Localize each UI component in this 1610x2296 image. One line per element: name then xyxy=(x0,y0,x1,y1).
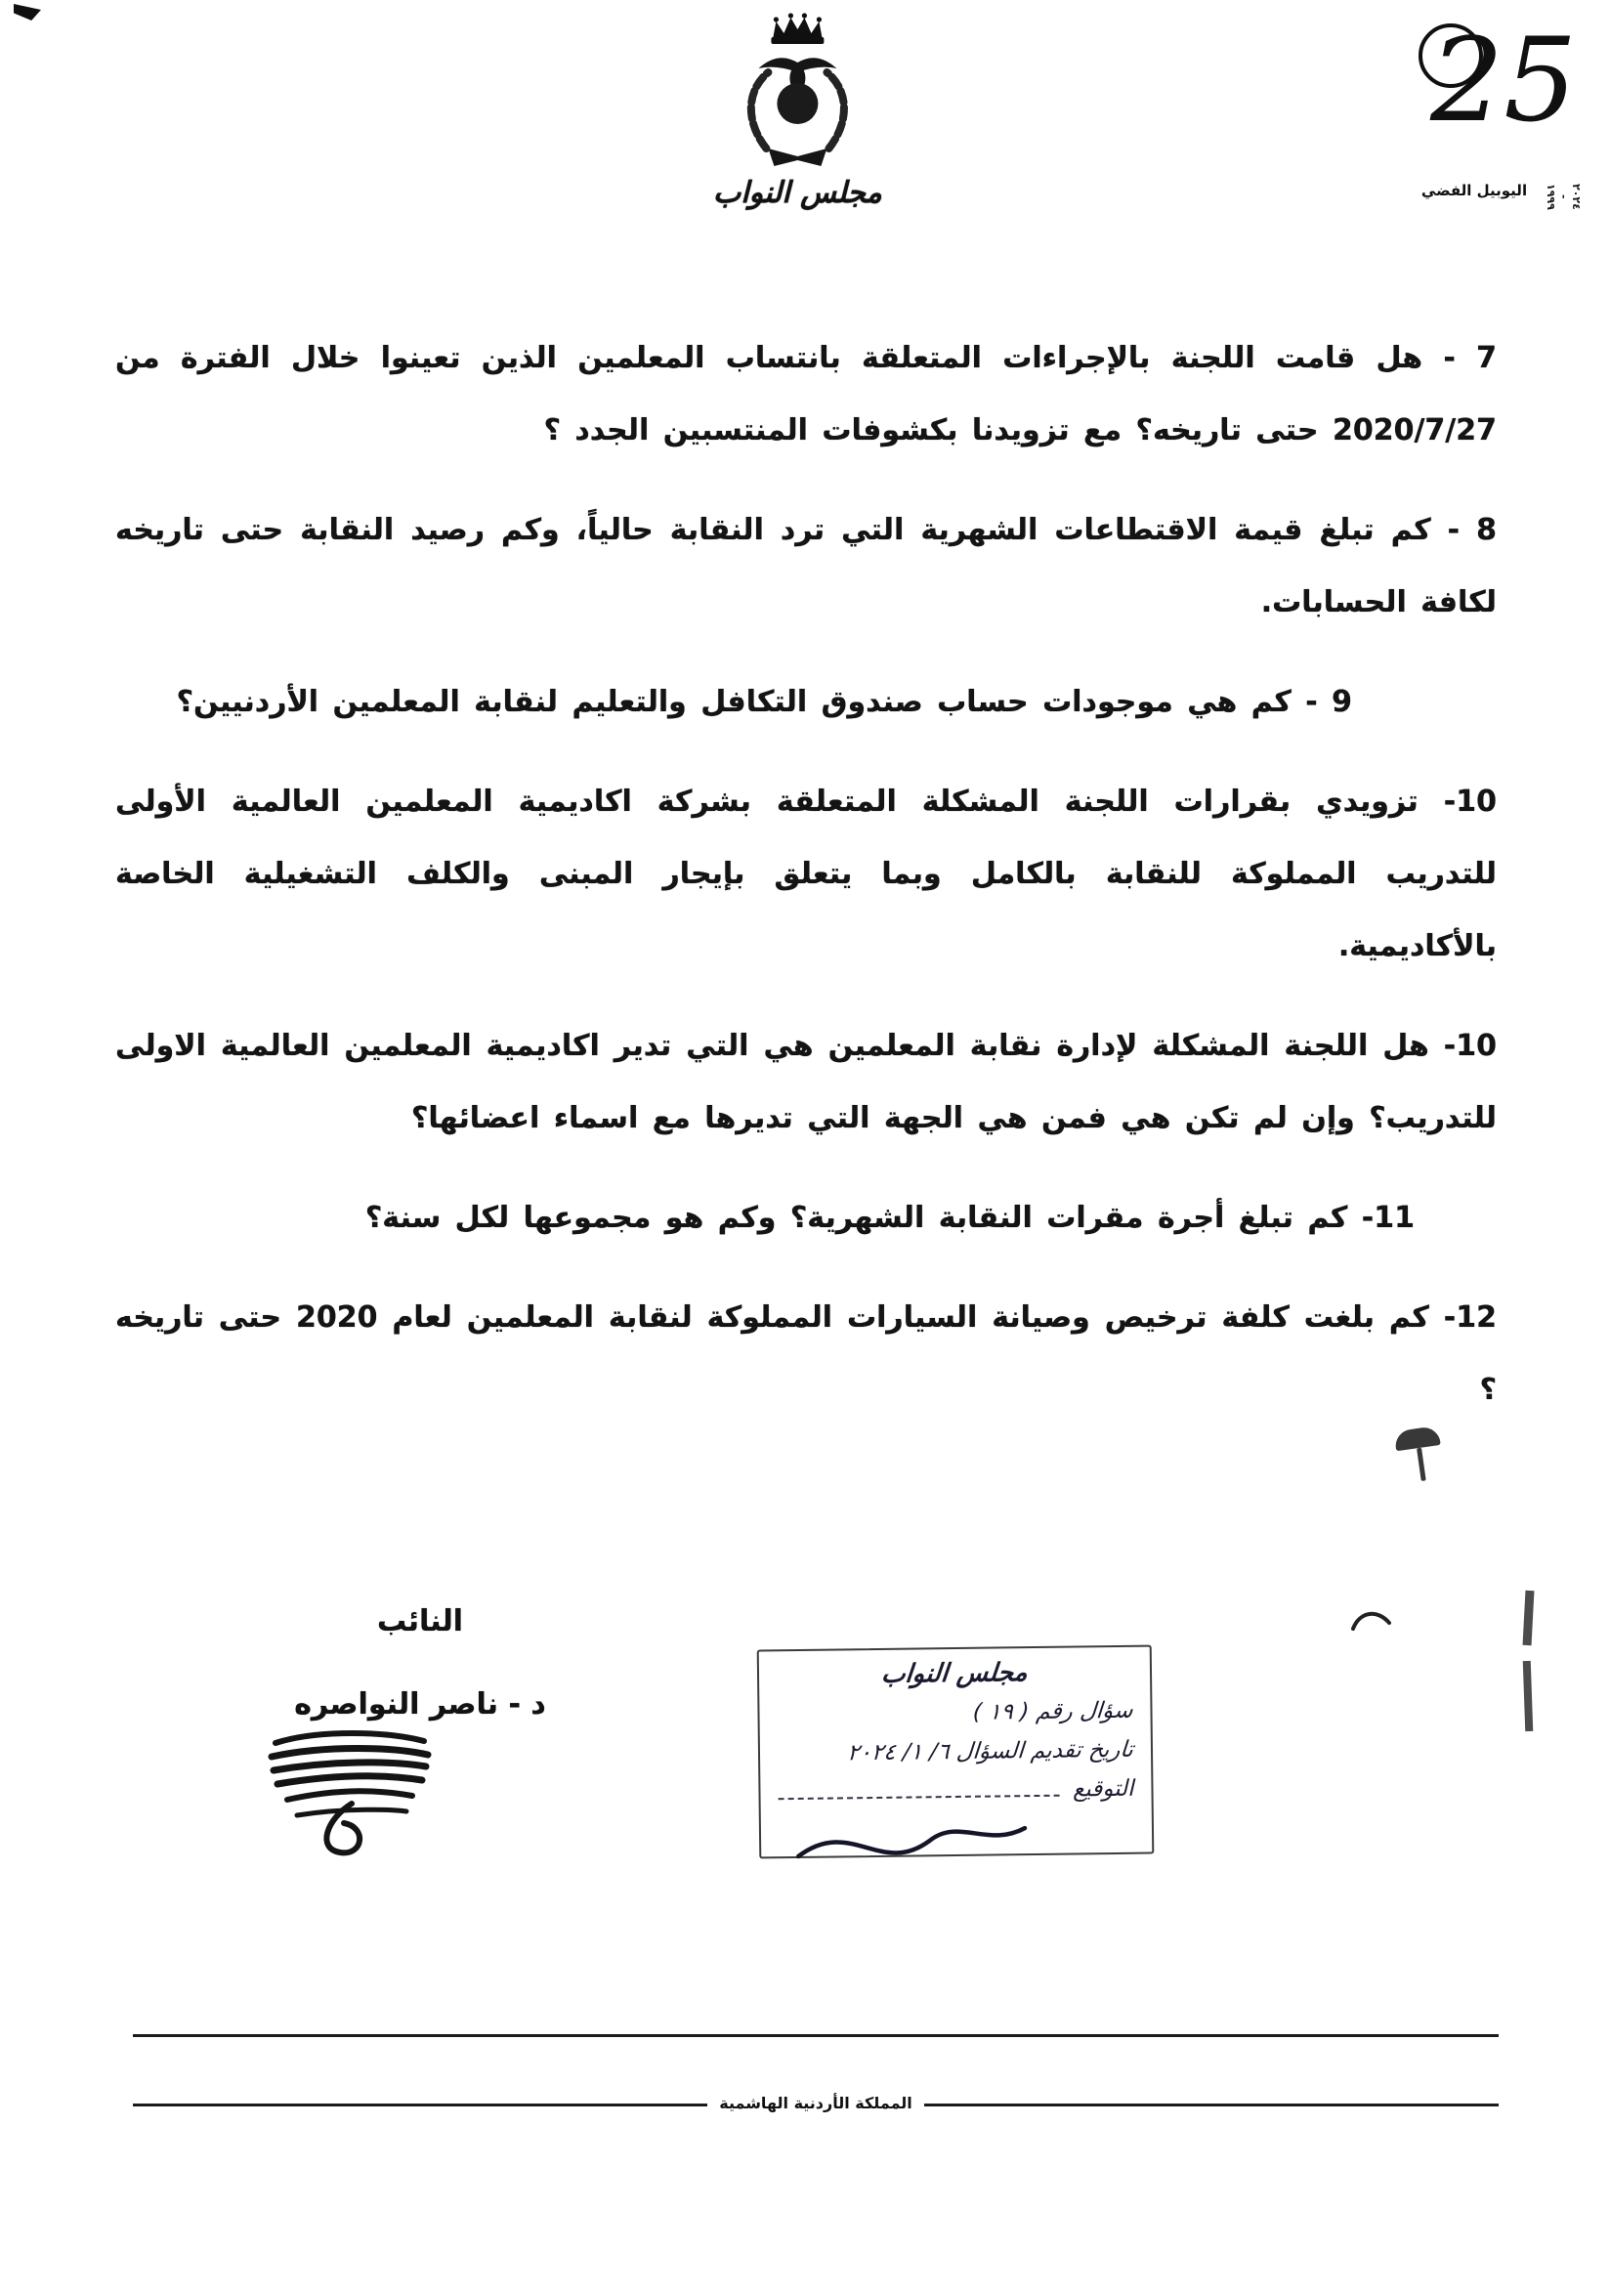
header-emblem-block xyxy=(704,12,890,210)
stamp-signature-line xyxy=(779,1795,1060,1801)
signature-block xyxy=(256,1604,584,1722)
stamp-handwritten-signature xyxy=(790,1807,1036,1888)
jubilee-number: 25 xyxy=(1430,13,1578,148)
signer-name: د - ناصر النواصره xyxy=(294,1687,546,1722)
question-8: 8 - كم تبلغ قيمة الاقتطاعات الشهرية التي ترد النقابة حالياً، وكم رصيد النقابة حتى تاريخه لكافة الحسابات. xyxy=(115,513,1497,619)
scan-artifact xyxy=(1350,1607,1393,1638)
jubilee-25-icon xyxy=(1401,13,1578,180)
jordan-coat-of-arms-icon xyxy=(729,12,866,168)
stamp-signature-row xyxy=(778,1776,1133,1806)
kingdom-name: المملكة الأردنية الهاشمية xyxy=(719,2094,912,2112)
question-10a: 10- تزويدي بقرارات اللجنة المشكلة المتعلقة بشركة اكاديمية المعلمين العالمية الأولى للتدريب المملوكة للنقابة بالكامل وبما يتعلق بإيجار المبنى والكلف التشغيلية الخاصة بالأكاديمية. xyxy=(115,785,1497,963)
stamp-question-number: سؤال رقم ( ١٩ ) xyxy=(971,1697,1134,1725)
scan-artifact xyxy=(14,4,41,21)
question-12: 12- كم بلغت كلفة ترخيص وصيانة السيارات المملوكة لنقابة المعلمين لعام 2020 حتى تاريخه ؟ xyxy=(115,1300,1497,1407)
registry-stamp-box xyxy=(757,1645,1155,1859)
question-10b: 10- هل اللجنة المشكلة لإدارة نقابة المعلمين هي التي تدير اكاديمية المعلمين العالمية الاولى للتدريب؟ وإن لم تكن هي فمن هي الجهة التي تديرها مع اسماء اعضائها؟ xyxy=(115,1029,1497,1135)
jubilee-logo-block xyxy=(1401,13,1583,210)
footer-rule xyxy=(133,2034,1499,2037)
scan-artifact xyxy=(1524,1591,1533,1731)
question-list xyxy=(115,322,1497,1454)
footer-rule xyxy=(924,2104,1499,2106)
jubilee-years: ٢٠٢٤ - ١٩٩٩ xyxy=(1545,184,1583,210)
footer-band xyxy=(133,2096,1499,2114)
footer-rule xyxy=(133,2104,707,2106)
scan-artifact xyxy=(1523,1591,1535,1645)
stamp-assembly-name: مجلس النواب xyxy=(879,1658,1030,1689)
question-9: 9 - كم هي موجودات حساب صندوق التكافل والتعليم لنقابة المعلمين الأردنيين؟ xyxy=(176,685,1352,719)
assembly-name-calligraphy: مجلس النواب xyxy=(713,176,882,210)
handwritten-signature xyxy=(256,1723,451,1870)
signer-title: النائب xyxy=(376,1604,464,1638)
stamp-signature-label: التوقيع xyxy=(1072,1775,1134,1803)
question-7: 7 - هل قامت اللجنة بالإجراءات المتعلقة بانتساب المعلمين الذين تعينوا خلال الفترة من 2020/7/27 حتى تاريخه؟ مع تزويدنا بكشوفات المنتسبين الجدد ؟ xyxy=(115,341,1497,447)
stamp-submission-date: تاريخ تقديم السؤال ٦/ ١/ ٢٠٢٤ xyxy=(846,1736,1134,1766)
question-11: 11- كم تبلغ أجرة مقرات النقابة الشهرية؟ وكم هو مجموعها لكل سنة؟ xyxy=(364,1201,1415,1235)
scan-artifact xyxy=(1523,1661,1534,1731)
jubilee-label: اليوبيل الفضي xyxy=(1420,182,1528,199)
